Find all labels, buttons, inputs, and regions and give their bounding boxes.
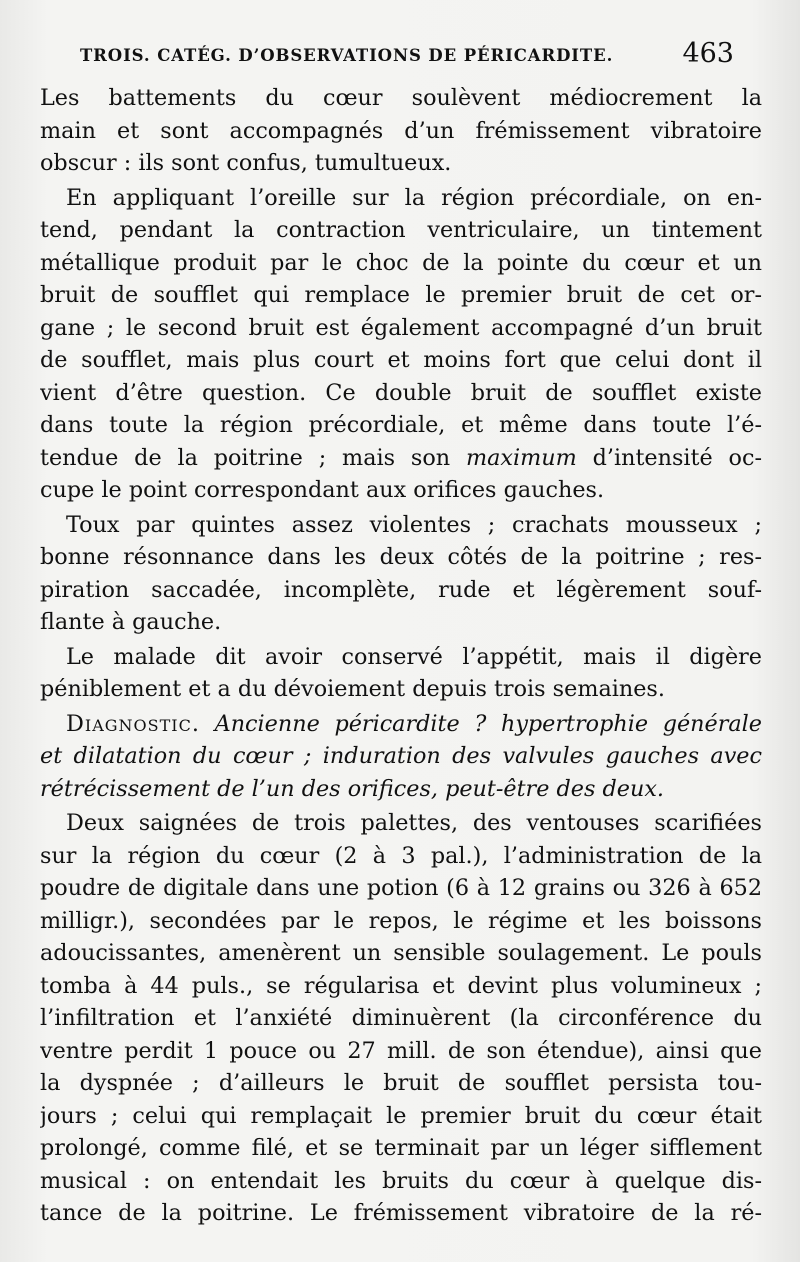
text-line: bonne résonnance dans les deux côtés de la poitrine ; res-	[40, 544, 762, 570]
diagnostic-label: Diagnostic.	[66, 710, 200, 737]
body-text	[40, 82, 762, 1230]
running-head: TROIS. CATÉG. D’OBSERVATIONS DE PÉRICARDITE.	[80, 46, 614, 65]
text-line: adoucissantes, amenèrent un sensible soulagement. Le pouls	[40, 940, 762, 966]
text-line: tend, pendant la contraction ventriculaire, un tintement	[40, 217, 762, 243]
text-line: péniblement et a du dévoiement depuis trois semaines.	[40, 676, 665, 702]
text-line	[40, 442, 762, 475]
text-line: obscur : ils sont confus, tumultueux.	[40, 150, 452, 176]
text-line: main et sont accompagnés d’un frémissement vibratoire	[40, 117, 762, 144]
text-line: poudre de digitale dans une potion (6 à 12 grains ou 326 à 652	[40, 875, 762, 901]
text-line: piration saccadée, incomplète, rude et légèrement souf-	[40, 576, 762, 603]
text-line: dans toute la région précordiale, et même dans toute l’é-	[40, 412, 762, 438]
text-line: Les battements du cœur soulèvent médiocrement la	[40, 85, 762, 111]
text-line: cupe le point correspondant aux orifices gauches.	[40, 477, 605, 503]
page-header	[72, 38, 738, 72]
diagnostic-text: Ancienne péricardite ? hypertrophie générale	[214, 710, 762, 737]
text-segment: d’intensité oc-	[592, 444, 762, 471]
text-line: Toux par quintes assez violentes ; crachats mousseux ;	[66, 511, 762, 538]
text-line: gane ; le second bruit est également accompagné d’un bruit	[40, 314, 762, 341]
text-line: milligr.), secondées par le repos, le régime et les boissons	[40, 907, 762, 934]
text-line: rétrécissement de l’un des orifices, peut-être des deux.	[40, 775, 664, 802]
text-line: métallique produit par le choc de la pointe du cœur et un	[40, 249, 762, 276]
text-line: l’infiltration et l’anxiété diminuèrent (la circonférence du	[40, 1005, 762, 1031]
text-line: vient d’être question. Ce double bruit de soufflet existe	[40, 379, 762, 406]
text-line: et dilatation du cœur ; induration des valvules gauches avec	[40, 743, 762, 769]
text-line: ventre perdit 1 pouce ou 27 mill. de son étendue), ainsi que	[40, 1037, 762, 1064]
italic-term: maximum	[465, 444, 577, 471]
text-line: musical : on entendait les bruits du cœur à quelque dis-	[40, 1167, 762, 1194]
text-segment: tendue de la poitrine ; mais son	[40, 444, 451, 471]
text-line: Deux saignées de trois palettes, des ventouses scarifiées	[66, 810, 762, 836]
text-line: tance de la poitrine. Le frémissement vibratoire de la ré-	[40, 1200, 762, 1226]
text-line: Le malade dit avoir conservé l’appétit, mais il digère	[66, 643, 762, 670]
text-line: de soufflet, mais plus court et moins fort que celui dont il	[40, 347, 762, 373]
text-line: prolongé, comme filé, et se terminait par un léger sifflement	[40, 1135, 762, 1161]
text-line: tomba à 44 puls., se régularisa et devint plus volumineux ;	[40, 972, 762, 999]
text-line: sur la région du cœur (2 à 3 pal.), l’administration de la	[40, 842, 762, 869]
diagnostic-line	[40, 708, 762, 741]
text-line: flante à gauche.	[40, 609, 222, 635]
text-line: jours ; celui qui remplaçait le premier bruit du cœur était	[40, 1102, 762, 1129]
text-line: la dyspnée ; d’ailleurs le bruit de soufflet persista tou-	[40, 1070, 762, 1096]
text-line: bruit de soufflet qui remplace le premier bruit de cet or-	[40, 282, 762, 308]
page-number: 463	[682, 38, 734, 69]
text-line: En appliquant l’oreille sur la région précordiale, on en-	[66, 184, 762, 211]
